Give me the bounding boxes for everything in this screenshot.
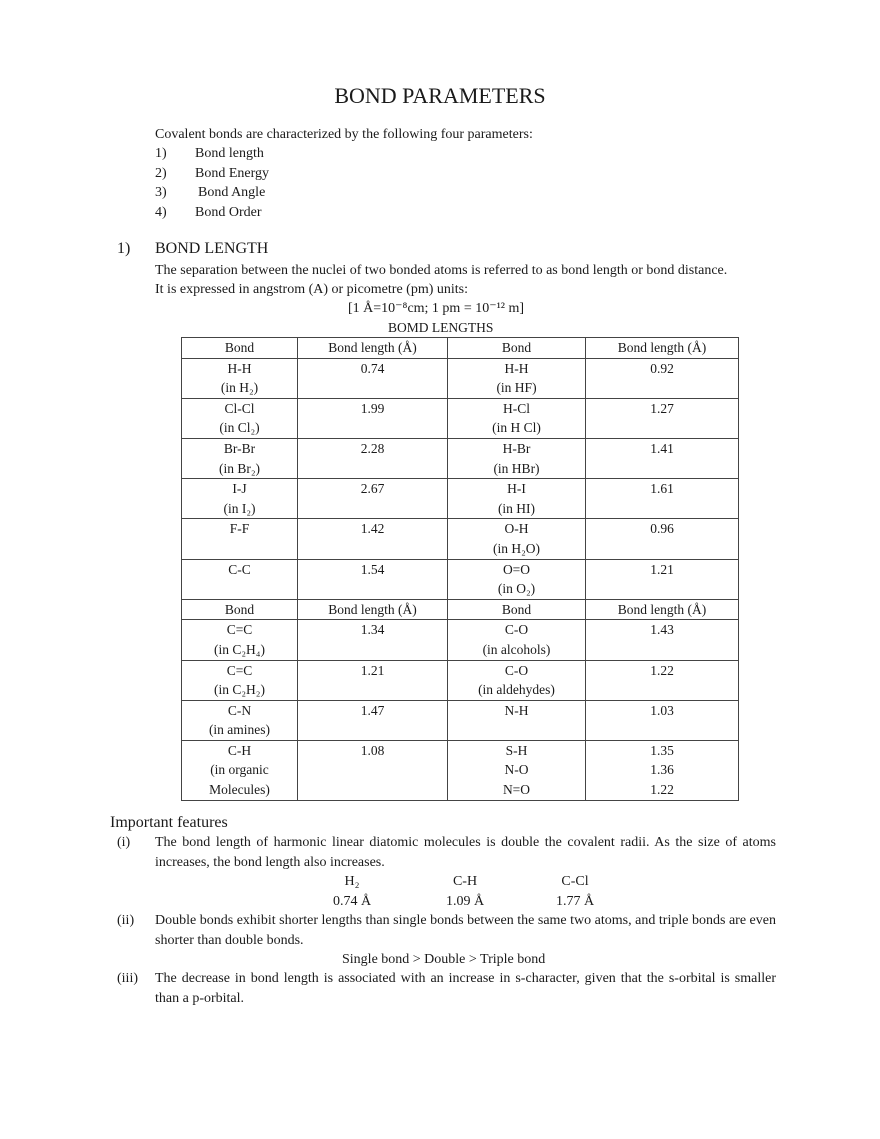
table-cell: S-H N-O N=O (448, 740, 586, 800)
table-header-cell: Bond length (Å) (586, 338, 739, 359)
table-cell: C=C (in C₂H₄) (182, 620, 298, 660)
table-cell: H-Cl (in H Cl) (448, 398, 586, 438)
table-cell: I-J (in I₂) (182, 479, 298, 519)
table-row (182, 740, 739, 800)
table-cell: 1.99 (298, 398, 448, 438)
table-cell: 1.21 (586, 559, 739, 599)
table-header-row (182, 338, 739, 359)
unit-conversion: [1 Å=10⁻⁸cm; 1 pm = 10⁻¹² m] (348, 301, 525, 316)
table-caption: BOMD LENGTHS (388, 320, 494, 335)
table-row (182, 398, 739, 438)
table-cell: C-C (182, 559, 298, 599)
table-row (182, 700, 739, 740)
table-cell: N-H (448, 700, 586, 740)
feature-text: The bond length of harmonic linear diatomic molecules is double the covalent radii. As the size of atoms increases, the bond length also increases. (155, 835, 776, 870)
table-cell: 2.67 (298, 479, 448, 519)
table-cell: H-I (in HI) (448, 479, 586, 519)
table-cell: 1.34 (298, 620, 448, 660)
table-cell: H-H (in HF) (448, 358, 586, 398)
table-row (182, 559, 739, 599)
table-row (182, 438, 739, 478)
table-cell: Cl-Cl (in Cl₂) (182, 398, 298, 438)
feature-number: (iii) (117, 971, 138, 986)
parameter-item: 3) Bond Angle (155, 185, 266, 201)
feature-number: (ii) (117, 913, 135, 928)
intro-text: Covalent bonds are characterized by the following four parameters: (155, 127, 533, 142)
feature-text: Double bonds exhibit shorter lengths than single bonds between the same two atoms, and triple bonds are even shorter than double bonds. (155, 913, 776, 948)
table-header-cell: Bond (448, 599, 586, 620)
table-header-cell: Bond length (Å) (298, 338, 448, 359)
table-cell: C-H (in organic Molecules) (182, 740, 298, 800)
table-cell: 1.08 (298, 740, 448, 800)
table-cell: C-N (in amines) (182, 700, 298, 740)
table-cell: 1.22 (586, 660, 739, 700)
table-cell: C=C (in C₂H₂) (182, 660, 298, 700)
parameter-item: 2) Bond Energy (155, 165, 270, 181)
section-heading: BOND LENGTH (155, 240, 269, 257)
bond-length-table (181, 337, 739, 801)
example-bond: C-H 1.09 Å (445, 874, 485, 909)
example-bond: C-Cl 1.77 Å (555, 874, 595, 909)
table-cell: 2.28 (298, 438, 448, 478)
table-cell: 1.21 (298, 660, 448, 700)
table-cell: 1.61 (586, 479, 739, 519)
units-intro: It is expressed in angstrom (A) or picometre (pm) units: (155, 282, 468, 297)
feature-number: (i) (117, 835, 131, 850)
example-bond: H₂ 0.74 Å (332, 874, 372, 909)
table-cell: 1.41 (586, 438, 739, 478)
table-cell: C-O (in aldehydes) (448, 660, 586, 700)
table-header-row (182, 599, 739, 620)
parameter-list (155, 144, 269, 222)
table-cell: 1.42 (298, 519, 448, 559)
table-header-cell: Bond length (Å) (298, 599, 448, 620)
bond-order-relation: Single bond > Double > Triple bond (342, 952, 546, 967)
table-cell: 1.03 (586, 700, 739, 740)
table-header-cell: Bond length (Å) (586, 599, 739, 620)
parameter-item: 4) Bond Order (155, 204, 262, 220)
table-cell: 1.43 (586, 620, 739, 660)
table-header-cell: Bond (448, 338, 586, 359)
table-cell: 1.54 (298, 559, 448, 599)
table-row (182, 358, 739, 398)
table-row (182, 479, 739, 519)
table-header-cell: Bond (182, 338, 298, 359)
table-row (182, 620, 739, 660)
table-cell: Br-Br (in Br₂) (182, 438, 298, 478)
table-cell: 1.27 (586, 398, 739, 438)
table-cell: O-H (in H₂O) (448, 519, 586, 559)
features-heading: Important features (110, 814, 228, 831)
table-row (182, 660, 739, 700)
parameter-item: 1) Bond length (155, 146, 264, 161)
feature-text: The decrease in bond length is associated with an increase in s-character, given that the s-orbital is smaller than a p-orbital. (155, 971, 776, 1006)
table-cell: 0.74 (298, 358, 448, 398)
table-cell: F-F (182, 519, 298, 559)
table-cell: 1.35 1.36 1.22 (586, 740, 739, 800)
section-number: 1) (117, 240, 131, 257)
table-header-cell: Bond (182, 599, 298, 620)
table-cell: H-Br (in HBr) (448, 438, 586, 478)
table-cell: 0.96 (586, 519, 739, 559)
page-title: BOND PARAMETERS (334, 83, 546, 108)
table-row (182, 519, 739, 559)
table-cell: O=O (in O₂) (448, 559, 586, 599)
table-cell: C-O (in alcohols) (448, 620, 586, 660)
table-cell: 0.92 (586, 358, 739, 398)
table-cell: H-H (in H₂) (182, 358, 298, 398)
table-cell: 1.47 (298, 700, 448, 740)
bond-length-definition: The separation between the nuclei of two bonded atoms is referred to as bond length or bond distance. (155, 263, 728, 278)
